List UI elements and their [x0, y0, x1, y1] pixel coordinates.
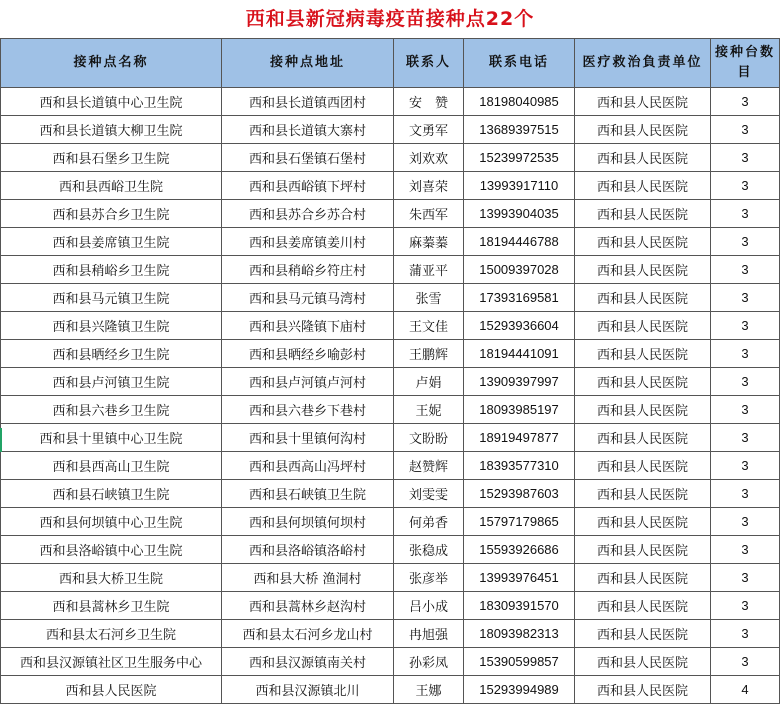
spreadsheet-table-container [0, 38, 780, 704]
cell-responsible-unit[interactable]: 西和县人民医院 [575, 452, 711, 480]
table-row [1, 480, 780, 508]
cell-responsible-unit[interactable]: 西和县人民医院 [575, 172, 711, 200]
cell-site-address[interactable]: 西和县晒经乡喻彭村 [222, 340, 394, 368]
table-row [1, 256, 780, 284]
cell-station-count[interactable]: 3 [711, 116, 780, 144]
cell-site-name[interactable]: 西和县西高山卫生院 [1, 452, 222, 480]
cell-station-count[interactable]: 3 [711, 256, 780, 284]
cell-station-count[interactable]: 3 [711, 620, 780, 648]
cell-responsible-unit[interactable]: 西和县人民医院 [575, 256, 711, 284]
cell-contact-phone[interactable]: 13909397997 [464, 368, 575, 396]
cell-station-count[interactable]: 3 [711, 480, 780, 508]
table-row [1, 116, 780, 144]
cell-contact-person[interactable]: 蒲亚平 [394, 256, 464, 284]
cell-site-address[interactable]: 西和县洛峪镇洛峪村 [222, 536, 394, 564]
cell-site-address[interactable]: 西和县石峡镇卫生院 [222, 480, 394, 508]
cell-contact-person[interactable]: 王文佳 [394, 312, 464, 340]
table-row [1, 648, 780, 676]
cell-contact-phone[interactable]: 13993904035 [464, 200, 575, 228]
cell-responsible-unit[interactable]: 西和县人民医院 [575, 480, 711, 508]
cell-contact-phone[interactable]: 15390599857 [464, 648, 575, 676]
cell-contact-phone[interactable]: 18198040985 [464, 88, 575, 116]
cell-contact-person[interactable]: 王妮 [394, 396, 464, 424]
cell-responsible-unit[interactable]: 西和县人民医院 [575, 312, 711, 340]
cell-station-count[interactable]: 3 [711, 536, 780, 564]
table-row [1, 368, 780, 396]
cell-responsible-unit[interactable]: 西和县人民医院 [575, 284, 711, 312]
cell-site-name[interactable]: 西和县人民医院 [1, 676, 222, 704]
cell-contact-phone[interactable]: 15293994989 [464, 676, 575, 704]
cell-site-name[interactable]: 西和县长道镇大柳卫生院 [1, 116, 222, 144]
cell-contact-person[interactable]: 张彦举 [394, 564, 464, 592]
cell-contact-person[interactable]: 赵赞辉 [394, 452, 464, 480]
cell-site-name[interactable]: 西和县长道镇中心卫生院 [1, 88, 222, 116]
cell-contact-person[interactable]: 朱西军 [394, 200, 464, 228]
cell-contact-phone[interactable]: 13689397515 [464, 116, 575, 144]
cell-site-address[interactable]: 西和县六巷乡下巷村 [222, 396, 394, 424]
cell-contact-phone[interactable]: 13993917110 [464, 172, 575, 200]
cell-site-name[interactable]: 西和县蒿林乡卫生院 [1, 592, 222, 620]
cell-site-name[interactable]: 西和县大桥卫生院 [1, 564, 222, 592]
cell-contact-phone[interactable]: 18393577310 [464, 452, 575, 480]
cell-contact-phone[interactable]: 18309391570 [464, 592, 575, 620]
cell-contact-person[interactable]: 麻蓁蓁 [394, 228, 464, 256]
cell-contact-phone[interactable]: 17393169581 [464, 284, 575, 312]
cell-responsible-unit[interactable]: 西和县人民医院 [575, 368, 711, 396]
cell-station-count[interactable]: 3 [711, 564, 780, 592]
cell-site-address[interactable]: 西和县大桥 渔洞村 [222, 564, 394, 592]
cell-contact-person[interactable]: 张稳成 [394, 536, 464, 564]
cell-site-address[interactable]: 西和县马元镇马湾村 [222, 284, 394, 312]
cell-responsible-unit[interactable]: 西和县人民医院 [575, 144, 711, 172]
cell-contact-person[interactable]: 卢娟 [394, 368, 464, 396]
cell-responsible-unit[interactable]: 西和县人民医院 [575, 620, 711, 648]
cell-site-address[interactable]: 西和县何坝镇何坝村 [222, 508, 394, 536]
table-row [1, 312, 780, 340]
table-body [1, 88, 780, 704]
cell-station-count[interactable]: 3 [711, 592, 780, 620]
cell-contact-person[interactable]: 王鹏辉 [394, 340, 464, 368]
cell-contact-person[interactable]: 冉旭强 [394, 620, 464, 648]
header-station-count[interactable]: 接种台数目 [711, 39, 780, 88]
cell-site-name[interactable]: 西和县十里镇中心卫生院 [1, 424, 222, 452]
cell-contact-person[interactable]: 张雪 [394, 284, 464, 312]
cell-responsible-unit[interactable]: 西和县人民医院 [575, 508, 711, 536]
cell-contact-person[interactable]: 安 赞 [394, 88, 464, 116]
cell-site-name[interactable]: 西和县兴隆镇卫生院 [1, 312, 222, 340]
header-contact-person[interactable]: 联系人 [394, 39, 464, 88]
cell-contact-phone[interactable]: 15009397028 [464, 256, 575, 284]
cell-site-name[interactable]: 西和县汉源镇社区卫生服务中心 [1, 648, 222, 676]
table-row [1, 340, 780, 368]
cell-contact-person[interactable]: 刘雯雯 [394, 480, 464, 508]
cell-responsible-unit[interactable]: 西和县人民医院 [575, 340, 711, 368]
header-site-name[interactable]: 接种点名称 [1, 39, 222, 88]
cell-contact-person[interactable]: 刘喜荣 [394, 172, 464, 200]
cell-station-count[interactable]: 3 [711, 396, 780, 424]
table-row [1, 620, 780, 648]
cell-contact-phone[interactable]: 15797179865 [464, 508, 575, 536]
cell-site-name[interactable]: 西和县马元镇卫生院 [1, 284, 222, 312]
cell-site-address[interactable]: 西和县汉源镇南关村 [222, 648, 394, 676]
cell-station-count[interactable]: 3 [711, 228, 780, 256]
table-row [1, 592, 780, 620]
cell-site-address[interactable]: 西和县苏合乡苏合村 [222, 200, 394, 228]
table-row [1, 676, 780, 704]
cell-contact-phone[interactable]: 15293987603 [464, 480, 575, 508]
table-row [1, 172, 780, 200]
table-row [1, 228, 780, 256]
cell-site-address[interactable]: 西和县太石河乡龙山村 [222, 620, 394, 648]
cell-contact-phone[interactable]: 18919497877 [464, 424, 575, 452]
cell-station-count[interactable]: 3 [711, 368, 780, 396]
cell-station-count[interactable]: 3 [711, 200, 780, 228]
table-row [1, 200, 780, 228]
cell-site-address[interactable]: 西和县长道镇西团村 [222, 88, 394, 116]
header-responsible-unit[interactable]: 医疗救治負责单位 [575, 39, 711, 88]
table-row [1, 536, 780, 564]
cell-site-address[interactable]: 西和县长道镇大寨村 [222, 116, 394, 144]
cell-responsible-unit[interactable]: 西和县人民医院 [575, 200, 711, 228]
cell-contact-phone[interactable]: 15593926686 [464, 536, 575, 564]
cell-responsible-unit[interactable]: 西和县人民医院 [575, 592, 711, 620]
table-row [1, 508, 780, 536]
cell-site-address[interactable]: 西和县汉源镇北川 [222, 676, 394, 704]
cell-contact-person[interactable]: 文盼盼 [394, 424, 464, 452]
table-row [1, 144, 780, 172]
cell-contact-person[interactable]: 吕小成 [394, 592, 464, 620]
cell-responsible-unit[interactable]: 西和县人民医院 [575, 564, 711, 592]
cell-site-address[interactable]: 西和县石堡镇石堡村 [222, 144, 394, 172]
cell-responsible-unit[interactable]: 西和县人民医院 [575, 648, 711, 676]
cell-contact-person[interactable]: 王娜 [394, 676, 464, 704]
sheet-title: 西和县新冠病毒疫苗接种点22个 [245, 8, 535, 30]
table-row [1, 424, 780, 452]
cell-contact-phone[interactable]: 18093982313 [464, 620, 575, 648]
cell-responsible-unit[interactable]: 西和县人民医院 [575, 424, 711, 452]
cell-station-count[interactable]: 3 [711, 284, 780, 312]
table-row [1, 564, 780, 592]
cell-site-address[interactable]: 西和县姜席镇姜川村 [222, 228, 394, 256]
header-contact-phone[interactable]: 联系电话 [464, 39, 575, 88]
cell-site-name[interactable]: 西和县洛峪镇中心卫生院 [1, 536, 222, 564]
cell-station-count[interactable]: 3 [711, 144, 780, 172]
cell-contact-person[interactable]: 孙彩凤 [394, 648, 464, 676]
row-selection-marker [0, 428, 2, 452]
cell-site-address[interactable]: 西和县卢河镇卢河村 [222, 368, 394, 396]
cell-site-address[interactable]: 西和县兴隆镇下庙村 [222, 312, 394, 340]
table-row [1, 396, 780, 424]
cell-contact-phone[interactable]: 15239972535 [464, 144, 575, 172]
cell-responsible-unit[interactable]: 西和县人民医院 [575, 88, 711, 116]
cell-station-count[interactable]: 4 [711, 676, 780, 704]
table-row [1, 284, 780, 312]
header-row [1, 39, 780, 88]
cell-site-name[interactable]: 西和县何坝镇中心卫生院 [1, 508, 222, 536]
cell-site-name[interactable]: 西和县石堡乡卫生院 [1, 144, 222, 172]
cell-responsible-unit[interactable]: 西和县人民医院 [575, 396, 711, 424]
cell-site-name[interactable]: 西和县石峡镇卫生院 [1, 480, 222, 508]
cell-responsible-unit[interactable]: 西和县人民医院 [575, 536, 711, 564]
cell-contact-person[interactable]: 文勇军 [394, 116, 464, 144]
cell-site-name[interactable]: 西和县卢河镇卫生院 [1, 368, 222, 396]
cell-site-address[interactable]: 西和县十里镇何沟村 [222, 424, 394, 452]
cell-contact-phone[interactable]: 18194446788 [464, 228, 575, 256]
cell-site-name[interactable]: 西和县六巷乡卫生院 [1, 396, 222, 424]
cell-site-address[interactable]: 西和县蒿林乡赵沟村 [222, 592, 394, 620]
cell-site-address[interactable]: 西和县西高山冯坪村 [222, 452, 394, 480]
cell-site-name[interactable]: 西和县苏合乡卫生院 [1, 200, 222, 228]
cell-contact-person[interactable]: 何弟香 [394, 508, 464, 536]
cell-station-count[interactable]: 3 [711, 424, 780, 452]
cell-station-count[interactable]: 3 [711, 88, 780, 116]
cell-site-name[interactable]: 西和县太石河乡卫生院 [1, 620, 222, 648]
cell-site-name[interactable]: 西和县晒经乡卫生院 [1, 340, 222, 368]
cell-contact-phone[interactable]: 13993976451 [464, 564, 575, 592]
cell-site-name[interactable]: 西和县稍峪乡卫生院 [1, 256, 222, 284]
header-site-address[interactable]: 接种点地址 [222, 39, 394, 88]
cell-site-name[interactable]: 西和县西峪卫生院 [1, 172, 222, 200]
cell-contact-person[interactable]: 刘欢欢 [394, 144, 464, 172]
cell-contact-phone[interactable]: 18093985197 [464, 396, 575, 424]
cell-site-address[interactable]: 西和县稍峪乡符庄村 [222, 256, 394, 284]
cell-responsible-unit[interactable]: 西和县人民医院 [575, 116, 711, 144]
table-row [1, 88, 780, 116]
cell-responsible-unit[interactable]: 西和县人民医院 [575, 228, 711, 256]
cell-contact-phone[interactable]: 18194441091 [464, 340, 575, 368]
cell-station-count[interactable]: 3 [711, 452, 780, 480]
cell-responsible-unit[interactable]: 西和县人民医院 [575, 676, 711, 704]
table-row [1, 452, 780, 480]
cell-station-count[interactable]: 3 [711, 648, 780, 676]
vaccination-sites-table [0, 38, 780, 704]
cell-contact-phone[interactable]: 15293936604 [464, 312, 575, 340]
cell-site-name[interactable]: 西和县姜席镇卫生院 [1, 228, 222, 256]
cell-station-count[interactable]: 3 [711, 312, 780, 340]
cell-station-count[interactable]: 3 [711, 508, 780, 536]
cell-site-address[interactable]: 西和县西峪镇下坪村 [222, 172, 394, 200]
cell-station-count[interactable]: 3 [711, 340, 780, 368]
cell-station-count[interactable]: 3 [711, 172, 780, 200]
